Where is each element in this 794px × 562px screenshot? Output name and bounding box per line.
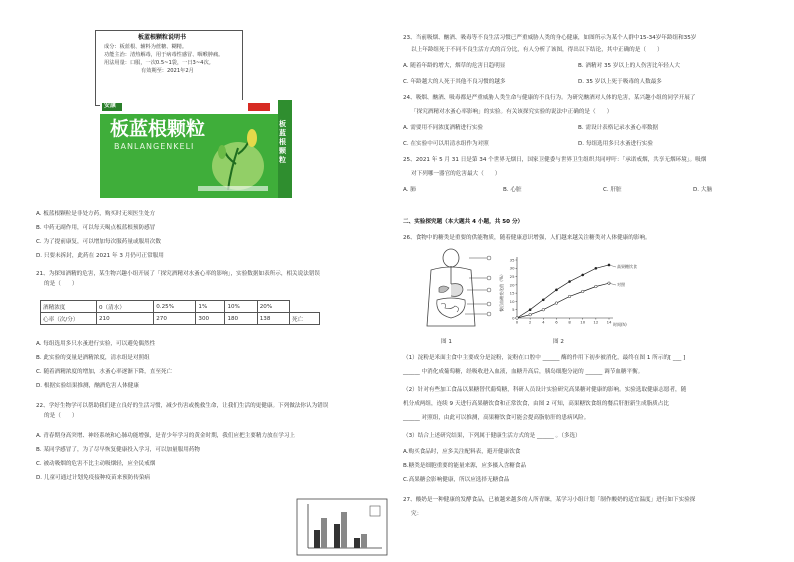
y-tick-label: 15 (509, 290, 515, 296)
q21-stem-cont: 的是（ ） (44, 281, 78, 287)
q20-option-b: B. 中药无副作用，可以每天喝点板蓝根预防感冒 (36, 225, 156, 231)
digestive-system-figure (417, 248, 495, 332)
package-pinyin: BANLANGENKELI (114, 142, 195, 151)
table-cell: 死亡 (289, 313, 319, 325)
medicine-package-image (88, 94, 294, 198)
table-cell: 210 (97, 313, 154, 325)
figure1-label: 图 1 (441, 339, 452, 345)
q27-stem-cont: 究： (411, 511, 423, 517)
q20-option-d: D. 只要未拆封，此药在 2021 年 3 月仍可正常服用 (36, 253, 164, 259)
data-point (581, 274, 584, 277)
q20-option-c: C. 为了提前康复，可以增加每次服药量或服用次数 (36, 239, 161, 245)
table-cell: 1% (196, 301, 225, 313)
data-point (555, 289, 558, 292)
x-tick-label: 6 (555, 319, 558, 325)
q26-part3-option-b: B.糖类是细胞重要的能量来源，应多摄入含糖食品 (403, 463, 527, 469)
alcohol-heart-rate-table (40, 300, 320, 325)
instruction-line: 有效期至：2021年2月 (141, 68, 194, 74)
package-title: 板蓝根颗粒 (110, 118, 206, 140)
table-cell: 138 (257, 313, 289, 325)
q22-stem-cont: 的是（ ） (44, 413, 78, 419)
table-cell: 0.25% (154, 301, 196, 313)
q25-stem: 25、2021 年 5 月 31 日是第 34 个世界无烟日，国家卫健委与世界卫生组织共同呼吁：「承诺戒烟，共享无烟环境」。吸烟 (403, 157, 707, 163)
section-heading: 二、实验探究题（本大题共 4 小题，共 50 分） (403, 219, 524, 225)
q25-option-a: A. 肺 (403, 187, 416, 193)
table-row (41, 313, 320, 325)
q24-option-d: D. 每组选用多只水蚤进行实验 (578, 141, 653, 147)
series-line-1 (517, 283, 609, 318)
q24-option-c: C. 在实验中可以用清水组作为对照 (403, 141, 489, 147)
q26-part2-cont2: ______ 对照组，由此可以推测，高果糖饮食可能会提高脂肪肝的患病风险。 (403, 415, 590, 421)
q21-option-a: A. 每组选用多只水蚤进行实验，可以避免偶然性 (36, 341, 156, 347)
y-tick-label: 5 (512, 307, 515, 313)
q23-option-b: B. 酒精对 35 岁以上的人伤害比年轻人大 (578, 63, 680, 69)
q26-stem: 26、食物中的糖类是重要的供能物质，随着健康意识增强，人们越来越关注糖类对人体健康的影响。 (403, 235, 651, 241)
q26-part2: （2）针对有些加工食品以果糖替代葡萄糖，科研人员设计实验研究高果糖对健康的影响。实验选取健康志愿者，随 (403, 387, 687, 393)
instruction-line: 成分：板蓝根、辅料为蔗糖、糊精。 (104, 44, 188, 50)
x-tick-label: 2 (528, 319, 532, 325)
q24-option-b: B. 需设计表格记录水蚤心率数据 (578, 125, 659, 131)
instruction-line: 功能主治：清热解毒，用于病毒性感冒、咽喉肿痛。 (104, 52, 224, 58)
data-point (529, 313, 532, 316)
data-point (542, 308, 545, 311)
data-point (555, 302, 558, 305)
q24-stem: 24、吸烟、酗酒、吸毒都是严重威胁人类生命与健康的不良行为。为研究酗酒对人体的危害，某兴趣小组的同学开展了 (403, 95, 696, 101)
table-cell: 10% (225, 301, 257, 313)
legend-high-fructose: 高果糖饮食 (617, 264, 637, 269)
data-point (516, 317, 519, 320)
q21-option-b: B. 此实验的变量是酒精浓度，清水组是对照组 (36, 355, 150, 361)
q21-stem: 21、为探知酒精的危害，某生物兴趣小组开展了「探究酒精对水蚤心率的影响」，实验数据如表所示，相关说法错误 (36, 271, 321, 277)
q22-option-a: A. 青春期身高突增、神经系统和心肺功能增强，是青少年学习的黄金时期，我们应把主要精力放在学习上 (36, 433, 296, 439)
y-tick-label: 30 (509, 265, 515, 271)
data-point (581, 290, 584, 293)
y-tick-label: 0 (512, 315, 515, 321)
q21-option-c: C. 随着酒精浓度的增加，水蚤心率逐渐下降，直至死亡 (36, 369, 173, 375)
table-cell: 20% (257, 301, 289, 313)
x-tick-label: 12 (593, 319, 599, 325)
q25-option-b: B. 心脏 (503, 187, 522, 193)
q21-option-d: D. 根据实验结果推测，酗酒危害人体健康 (36, 383, 139, 389)
data-point (542, 298, 545, 301)
y-tick-label: 35 (509, 257, 515, 263)
x-tick-label: 8 (568, 319, 571, 325)
data-point (568, 295, 571, 298)
chart-ylabel: 餐后血糖变化值（%） (499, 272, 504, 312)
x-tick-label: 14 (606, 319, 612, 325)
q25-option-d: D. 大脑 (693, 187, 713, 193)
x-tick-label: 10 (580, 319, 586, 325)
figure2-label: 图 2 (553, 339, 564, 345)
q22-stem: 22、学好生物学可以帮助我们建立良好的生活习惯，减少伤害或挽救生命，让我们生活的更健康。下列做法你认为错误 (36, 403, 329, 409)
q22-option-c: C. 被动吸烟的危害不比主动吸烟轻，应全民戒烟 (36, 461, 156, 467)
q23-option-d: D. 35 岁以上死于吸毒的人数最多 (578, 79, 662, 85)
q23-stem-cont: 以上年龄组死于不同不良生活方式的百分比，有人分析了该图，得出以下结论，其中正确的是（ ） (411, 47, 663, 53)
table-cell: 180 (225, 313, 257, 325)
legend-control: 对照 (617, 282, 625, 287)
q27-stem: 27、酸奶是一种健康的发酵食品，已被越来越多的人所青睐，某学习小组计划「制作酸奶的适宜温度」进行如下实验探 (403, 497, 696, 503)
smoking-bar-figure (296, 498, 388, 556)
q20-option-a: A. 板蓝根颗粒是非处方药，购买时无须医生处方 (36, 211, 156, 217)
q26-part1-cont: ______ 中消化成葡萄糖，经吸收进入血液，血糖升高后，胰岛细胞分泌的 ______ 调节血糖平衡。 (403, 369, 644, 375)
q22-option-d: D. 儿童可通过计划免疫接种疫苗来预防传染病 (36, 475, 151, 481)
brand-logo: 安康 (104, 102, 117, 109)
instruction-line: 用法用量：口服，一次0.5~1袋，一日3~4次。 (104, 60, 214, 66)
q24-option-a: A. 需要用不同浓度酒精进行实验 (403, 125, 484, 131)
data-point (595, 267, 598, 270)
table-cell: 酒精浓度 (41, 301, 97, 313)
x-tick-label: 4 (542, 319, 545, 325)
q22-option-b: B. 某同学感冒了，为了尽早恢复健康投入学习，可以加量服用药物 (36, 447, 201, 453)
table-cell: 270 (154, 313, 196, 325)
table-cell: 心率（次/分） (41, 313, 97, 325)
q25-option-c: C. 肝脏 (603, 187, 622, 193)
q26-part1: （1）淀粉是米面主食中主要成分是淀粉，淀粉在口腔中 ______ 酶的作用下初步被消化，最终在图 1 所示的[ ___ ] (403, 355, 686, 361)
data-point (529, 308, 532, 311)
q23-option-a: A. 随着年龄的增大，烟草的危害日趋明显 (403, 63, 506, 69)
q25-stem-cont: 对下列哪一器官的危害最大（ ） (411, 171, 501, 177)
data-point (568, 280, 571, 283)
q26-part2-cont: 机分成两组，连续 9 天进行高果糖饮食和正常饮食，由图 2 可知，高果糖饮食组的餐后肝脏新生成脂质占比 (403, 401, 669, 407)
package-side-title: 板蓝根颗粒 (279, 120, 286, 164)
table-cell: 300 (196, 313, 225, 325)
q23-option-c: C. 年龄越大的人死于其他不良习惯的越多 (403, 79, 506, 85)
x-tick-label: 0 (515, 319, 519, 325)
y-tick-label: 20 (509, 282, 515, 288)
instruction-title: 板蓝根颗粒说明书 (138, 34, 187, 41)
legend-leader (609, 265, 616, 267)
y-tick-label: 10 (509, 298, 515, 304)
q26-part3-option-a: A.购买食品时，应多关注配料表，避开健康饮食 (403, 449, 521, 455)
data-point (595, 285, 598, 288)
q26-part3: （3）结合上述研究结果，下列属于健康生活方式的是 ______ 。（多选） (403, 433, 581, 439)
chart-xlabel: 时间(h) (613, 322, 627, 327)
q24-stem-cont: 「探究酒精对水蚤心率影响」的实验。有关该探究实验的说法中正确的是（ ） (411, 109, 613, 115)
glucose-line-chart (499, 252, 649, 328)
table-cell: 0（清水） (97, 301, 154, 313)
q23-stem: 23、当前吸烟、酗酒、吸毒等不良生活习惯已严重威胁人类的身心健康，如图所示为某个人群中15-34岁年龄组和35岁 (403, 35, 697, 41)
q26-part3-option-c: C.高果糖会影响健康，所以应选择无糖食品 (403, 477, 510, 483)
table-row (41, 301, 320, 313)
y-tick-label: 25 (509, 273, 515, 279)
